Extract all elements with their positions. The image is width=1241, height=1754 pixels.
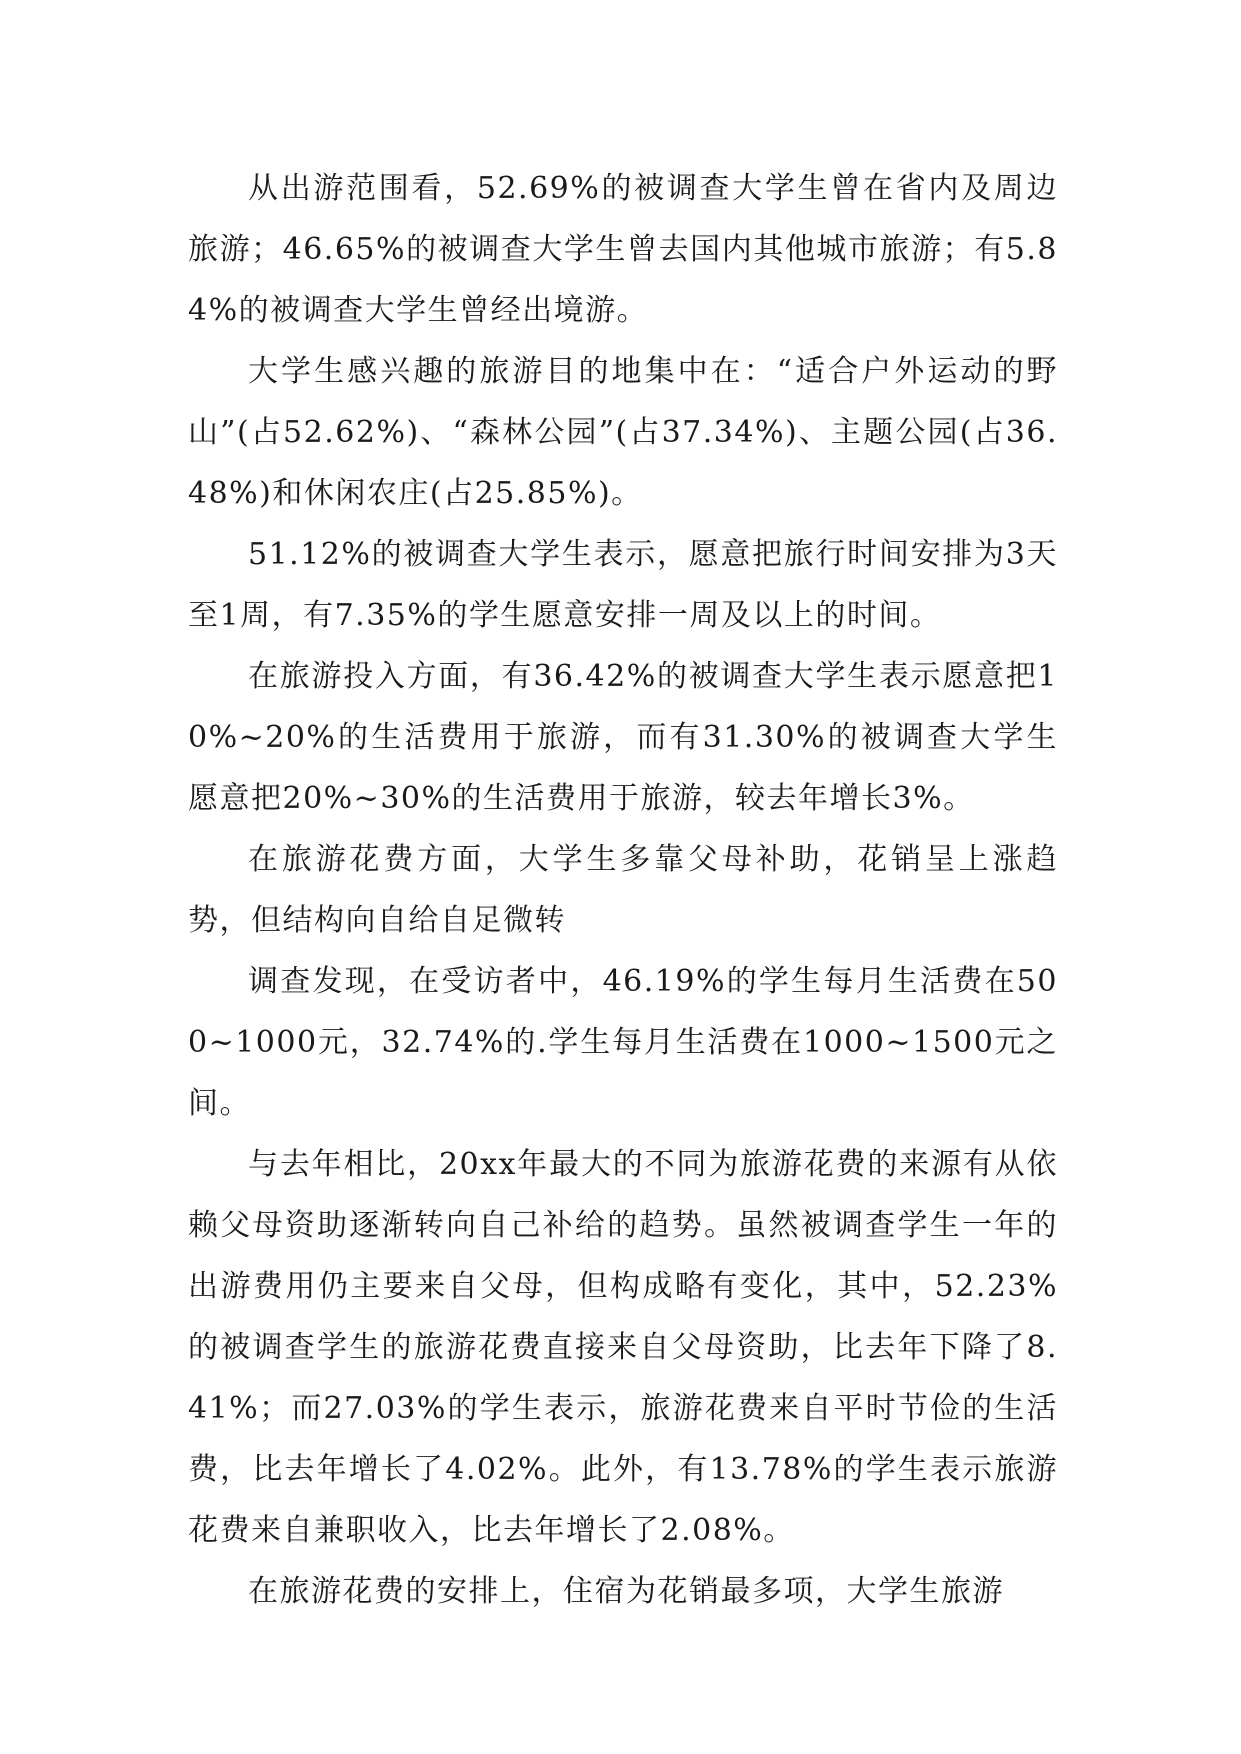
paragraph-destinations: 大学生感兴趣的旅游目的地集中在：“适合户外运动的野山”(占52.62%)、“森林公园”(占37.34%)、主题公园(占36.48%)和休闲农庄(占25.85%)。 xyxy=(188,354,1058,511)
paragraph-travel-duration: 51.12%的被调查大学生表示，愿意把旅行时间安排为3天至1周，有7.35%的学生愿意安排一周及以上的时间。 xyxy=(188,537,1058,633)
document-body xyxy=(188,158,1058,1622)
paragraph-funding-sources: 与去年相比，20xx年最大的不同为旅游花费的来源有从依赖父母资助逐渐转向自己补给的趋势。虽然被调查学生一年的出游费用仍主要来自父母，但构成略有变化，其中，52.23%的被调查学生的旅游花费直接来自父母资助，比去年下降了8.41%；而27.03%的学生表示，旅游花费来自平时节俭的生活费，比去年增长了4.02%。此外，有13.78%的学生表示旅游花费来自兼职收入，比去年增长了2.08%。 xyxy=(188,1147,1058,1548)
paragraph-spending-heading: 在旅游花费方面，大学生多靠父母补助，花销呈上涨趋势，但结构向自给自足微转 xyxy=(188,842,1058,938)
paragraph-living-expenses: 调查发现，在受访者中，46.19%的学生每月生活费在500~1000元，32.74%的.学生每月生活费在1000~1500元之间。 xyxy=(188,964,1058,1121)
paragraph-travel-range: 从出游范围看，52.69%的被调查大学生曾在省内及周边旅游；46.65%的被调查大学生曾去国内其他城市旅游；有5.84%的被调查大学生曾经出境游。 xyxy=(188,171,1058,328)
paragraph-travel-investment: 在旅游投入方面，有36.42%的被调查大学生表示愿意把10%~20%的生活费用于旅游，而有31.30%的被调查大学生愿意把20%~30%的生活费用于旅游，较去年增长3%。 xyxy=(188,659,1058,816)
paragraph-spending-allocation: 在旅游花费的安排上，住宿为花销最多项，大学生旅游 xyxy=(248,1574,1004,1609)
